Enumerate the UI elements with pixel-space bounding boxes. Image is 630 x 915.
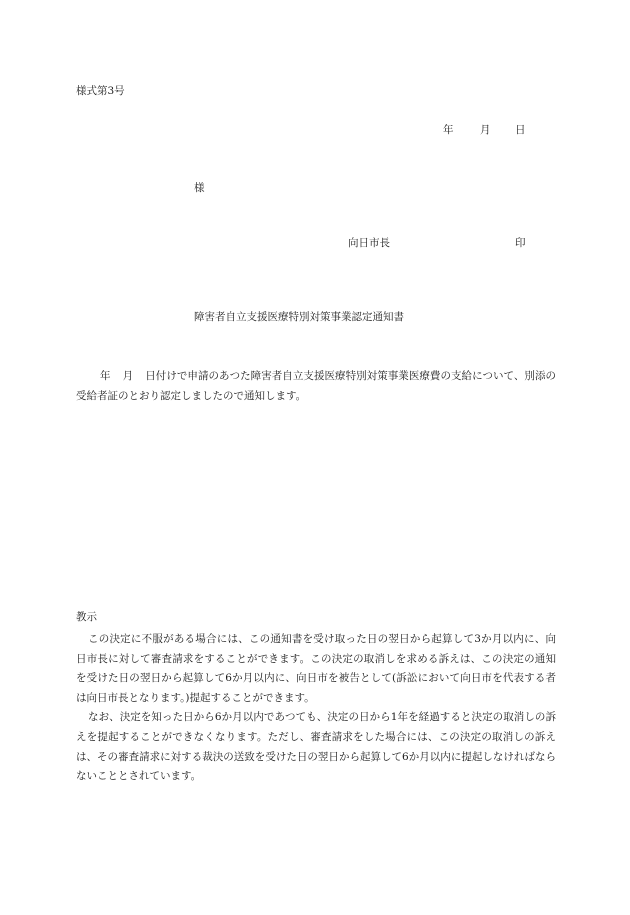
notice-heading: 教示 bbox=[76, 611, 97, 623]
body-month-label: 月 bbox=[122, 370, 134, 382]
notice-body bbox=[76, 630, 556, 787]
notice-paragraph: この決定に不服がある場合には、この通知書を受け取った日の翌日から起算して3か月以内に、向日市長に対して審査請求をすることができます。この決定の取消しを求める訴えは、この決定の通知を受けた日の翌日から起算して6か月以内に、向日市を被告として(訴訟において向日市を代表する者は向日市長となります。)提起することができます。 bbox=[76, 633, 556, 704]
recipient-honorific: 様 bbox=[194, 182, 205, 194]
seal-mark: 印 bbox=[515, 237, 526, 249]
issuer-name: 向日市長 bbox=[348, 237, 390, 249]
notification-body bbox=[76, 366, 556, 406]
form-number: 様式第3号 bbox=[76, 85, 125, 97]
notice-paragraph: なお、決定を知った日から6か月以内であつても、決定の日から1年を経過すると決定の取消しの訴えを提起することができなくなります。ただし、審査請求をした場合には、この決定の取消しの訴えは、その審査請求に対する裁決の送致を受けた日の翌日から起算して6か月以内に提起しなければならないこととされています。 bbox=[76, 711, 556, 783]
date-month-label: 月 bbox=[480, 124, 491, 136]
document-title: 障害者自立支援医療特別対策事業認定通知書 bbox=[194, 311, 404, 323]
body-year-label: 年 bbox=[100, 370, 111, 382]
date-day-label: 日 bbox=[515, 124, 526, 136]
date-year-label: 年 bbox=[443, 124, 454, 136]
body-text: 日付けで申請のあつた障害者自立支援医療特別対策事業医療費の支給について、別添の受給者証のとおり認定しましたので通知します。 bbox=[76, 370, 556, 402]
